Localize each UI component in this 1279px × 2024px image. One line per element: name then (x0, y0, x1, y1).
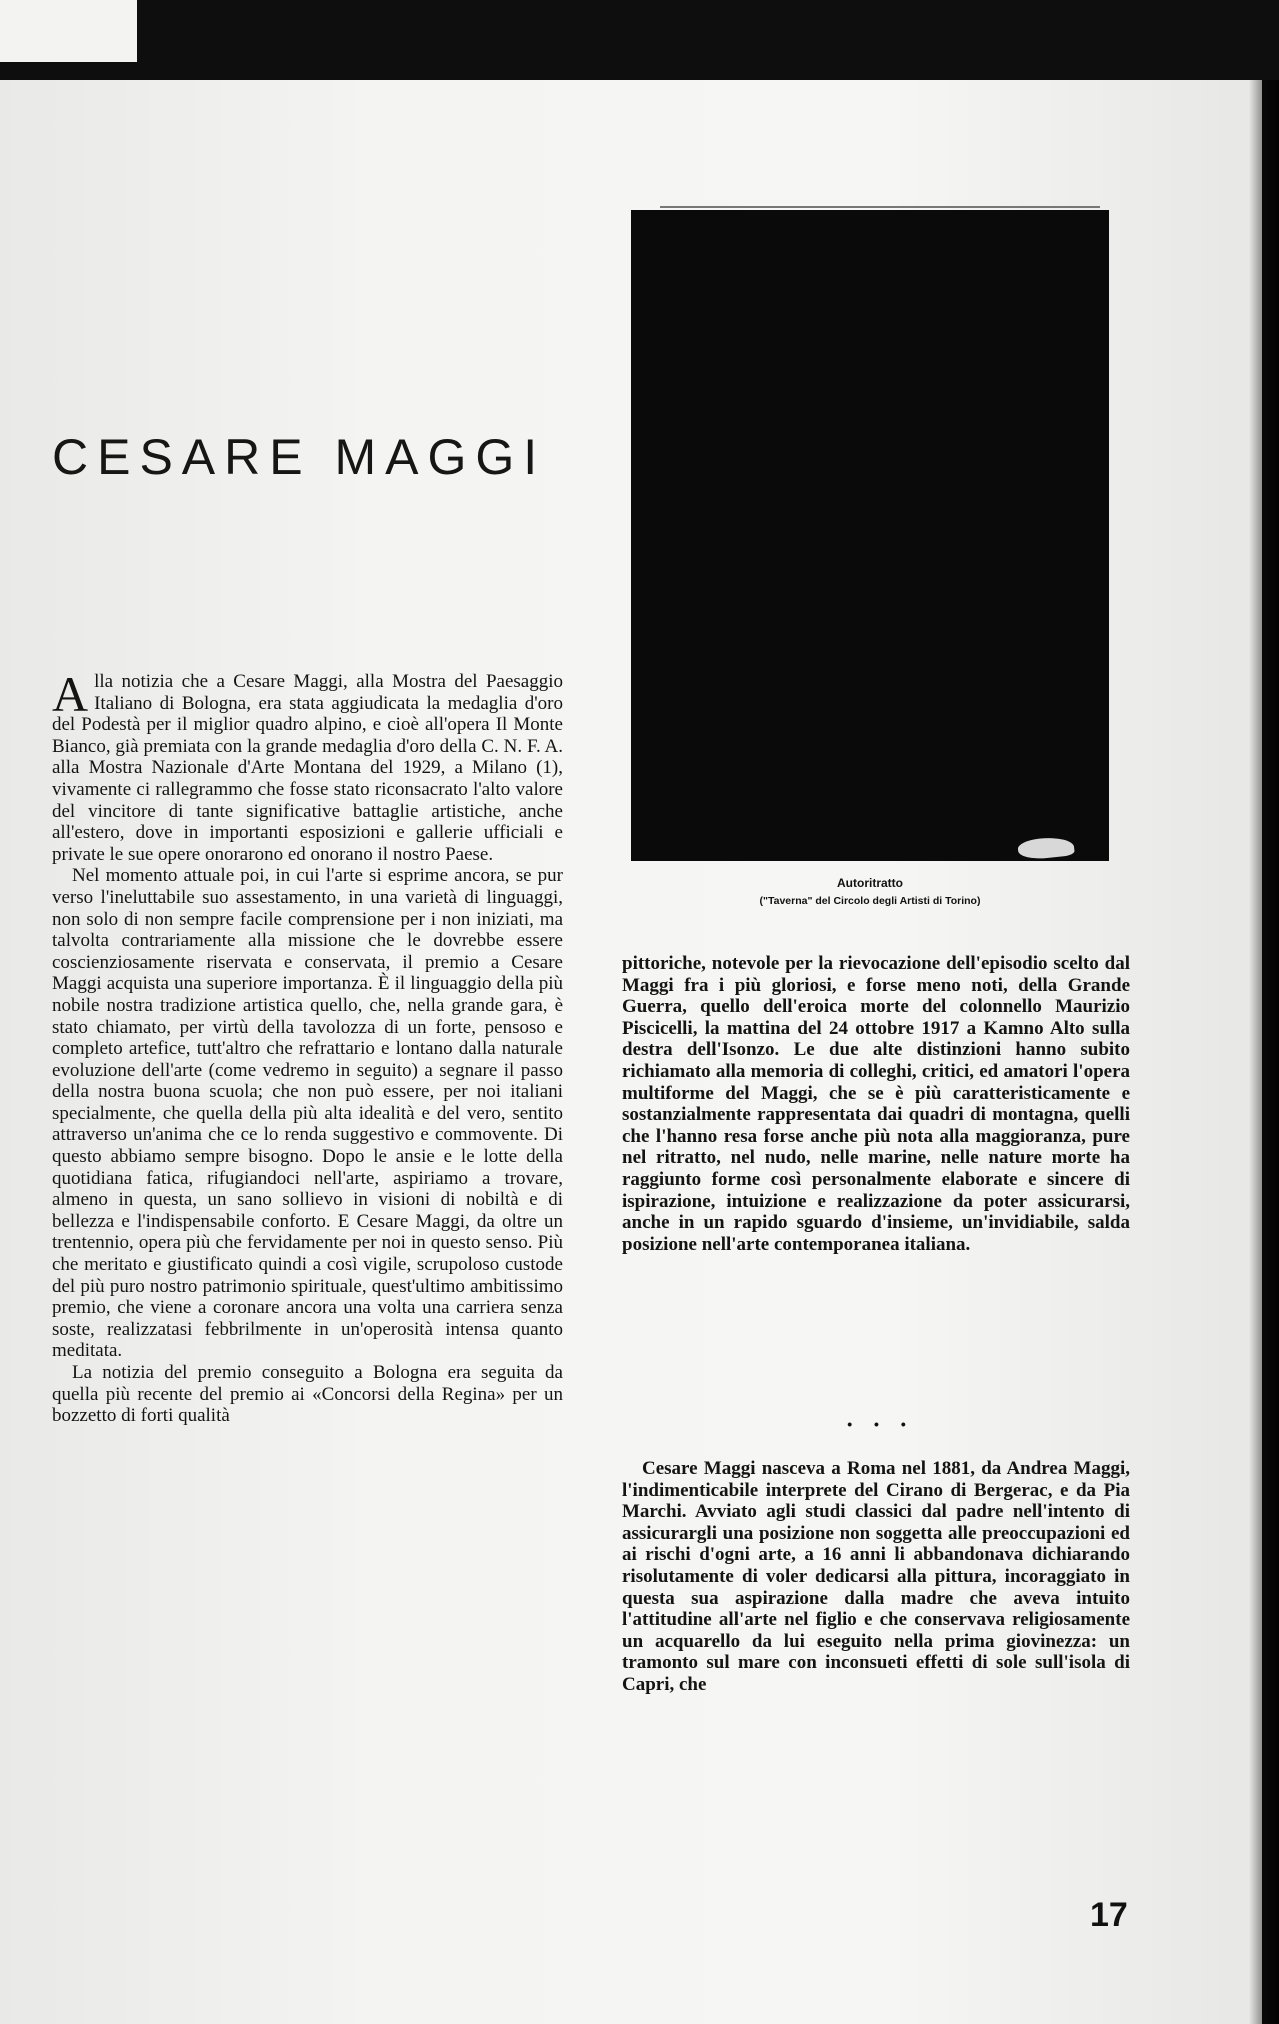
right-column-top (622, 953, 1130, 1255)
self-portrait-photo (631, 210, 1109, 861)
paragraph-4: pittoriche, notevole per la rievocazione dell'episodio scelto dal Maggi fra i più gloriosi, e forse meno noti, della Grande Guerra, quello dell'eroica morte del colonnello Maurizio Piscicelli, la mattina del 24 ottobre 1917 a Kamno Alto sulla destra dell'Isonzo. Le due alte distinzioni hanno subito richiamato alla memoria di colleghi, critici, ed amatori l'opera multiforme del Maggi, che se è più caratteristicamente e sostanzialmente rappresentata dai quadri di montagna, quelli che l'hanno resa forse anche più nota alla maggioranza, pure nel ritratto, nel nudo, nelle marine, nelle nature morte ha raggiunto forme così personalmente elaborate e sincere di ispirazione, intuizione e realizzazione da poter assicurarsi, anche in un rapido sguardo d'insieme, un'invidiabile, salda posizione nell'arte contemporanea italiana. (622, 953, 1130, 1255)
page-number: 17 (1090, 1896, 1128, 1934)
paragraph-1 (52, 666, 563, 865)
photo-caption-source: ("Taverna" del Circolo degli Artisti di Torino) (759, 895, 981, 907)
paragraph-2: Nel momento attuale poi, in cui l'arte si esprime ancora, se pur verso l'ineluttabile suo assestamento, in una varietà di linguaggi, non solo di non sempre facile comprensione per i non iniziati, ma talvolta contrariamente alla missione che le dovrebbe essere coscienziosamente riservata e conservata, il premio a Cesare Maggi acquista una superiore importanza. È il linguaggio della più nobile nostra tradizione artistica quello, che, nella grande gara, è stato chiamato, per virtù della tavolozza di un forte, pensoso e completo artefice, tutt'altro che refrattario e lontano dalla naturale evoluzione dell'arte (come vedremo in seguito) a segnare il passo della nostra buona scuola; che non può essere, per noi italiani specialmente, che quella della più alta idealità e del vero, sentito attraverso un'anima che ce lo renda suggestivo e commovente. Di questo abbiamo sempre bisogno. Dopo le ansie e le lotte della quotidiana fatica, rifugiandoci nell'arte, aspiriamo a trovare, almeno in questa, un sano sollievo in visioni di nobiltà e di bellezza e l'indispensabile conforto. E Cesare Maggi, da oltre un trentennio, opera più che fervidamente per noi in questo senso. Più che meritato e giustificato quindi a così vigile, scrupoloso custode del più puro nostro patrimonio spirituale, quest'ultimo ambitissimo premio, che viene a coronare ancora una volta una carriera senza soste, realizzatasi febbrilmente in un'operosità intensa quanto meditata. (52, 865, 563, 1362)
right-column-bottom (622, 1458, 1130, 1696)
paragraph-3: La notizia del premio conseguito a Bologna era seguita da quella più recente del premio ai «Concorsi della Regina» per un bozzetto di forti qualità (52, 1362, 563, 1427)
left-column (52, 666, 563, 1427)
paragraph-5: Cesare Maggi nasceva a Roma nel 1881, da Andrea Maggi, l'indimenticabile interprete del Cirano di Bergerac, e da Pia Marchi. Avviato agli studi classici dal padre nell'intento di assicurargli una posizione non soggetta alle preoccupazioni ed ai rischi d'ogni arte, a 16 anni li abbandonava dichiarando risolutamente di voler dedicarsi alla pittura, incoraggiato in questa sua aspirazione dalla madre che aveva intuito l'attitudine all'arte nel figlio e che conservava religiosamente un acquarello da lui eseguito nella prima giovinezza: un tramonto sul mare con inconsueti effetti di sole sull'isola di Capri, che (622, 1458, 1130, 1695)
photo-caption-title: Autoritratto (837, 876, 903, 890)
photo-top-mark (660, 206, 1100, 208)
drop-cap: A (52, 666, 89, 722)
paragraph-1-text: lla notizia che a Cesare Maggi, alla Mostra del Paesaggio Italiano di Bologna, era stata aggiudicata la medaglia d'oro del Podestà per il miglior quadro alpino, e cioè all'opera Il Monte Bianco, già premiata con la grande medaglia d'oro della C. N. F. A. alla Mostra Nazionale d'Arte Montana del 1929, a Milano (1), vivamente ci rallegrammo che fosse stato riconsacrato l'alto valore del vincitore di tante significative battaglie artistiche, anche all'estero, dove in importanti esposizioni e gallerie ufficiali e private le sue opere onorarono ed onorano il nostro Paese. (52, 671, 563, 865)
scan-border (0, 0, 137, 62)
article-title: CESARE MAGGI (52, 429, 547, 485)
section-separator: • • • (847, 1416, 915, 1432)
page-edge-shadow (1249, 80, 1279, 2024)
